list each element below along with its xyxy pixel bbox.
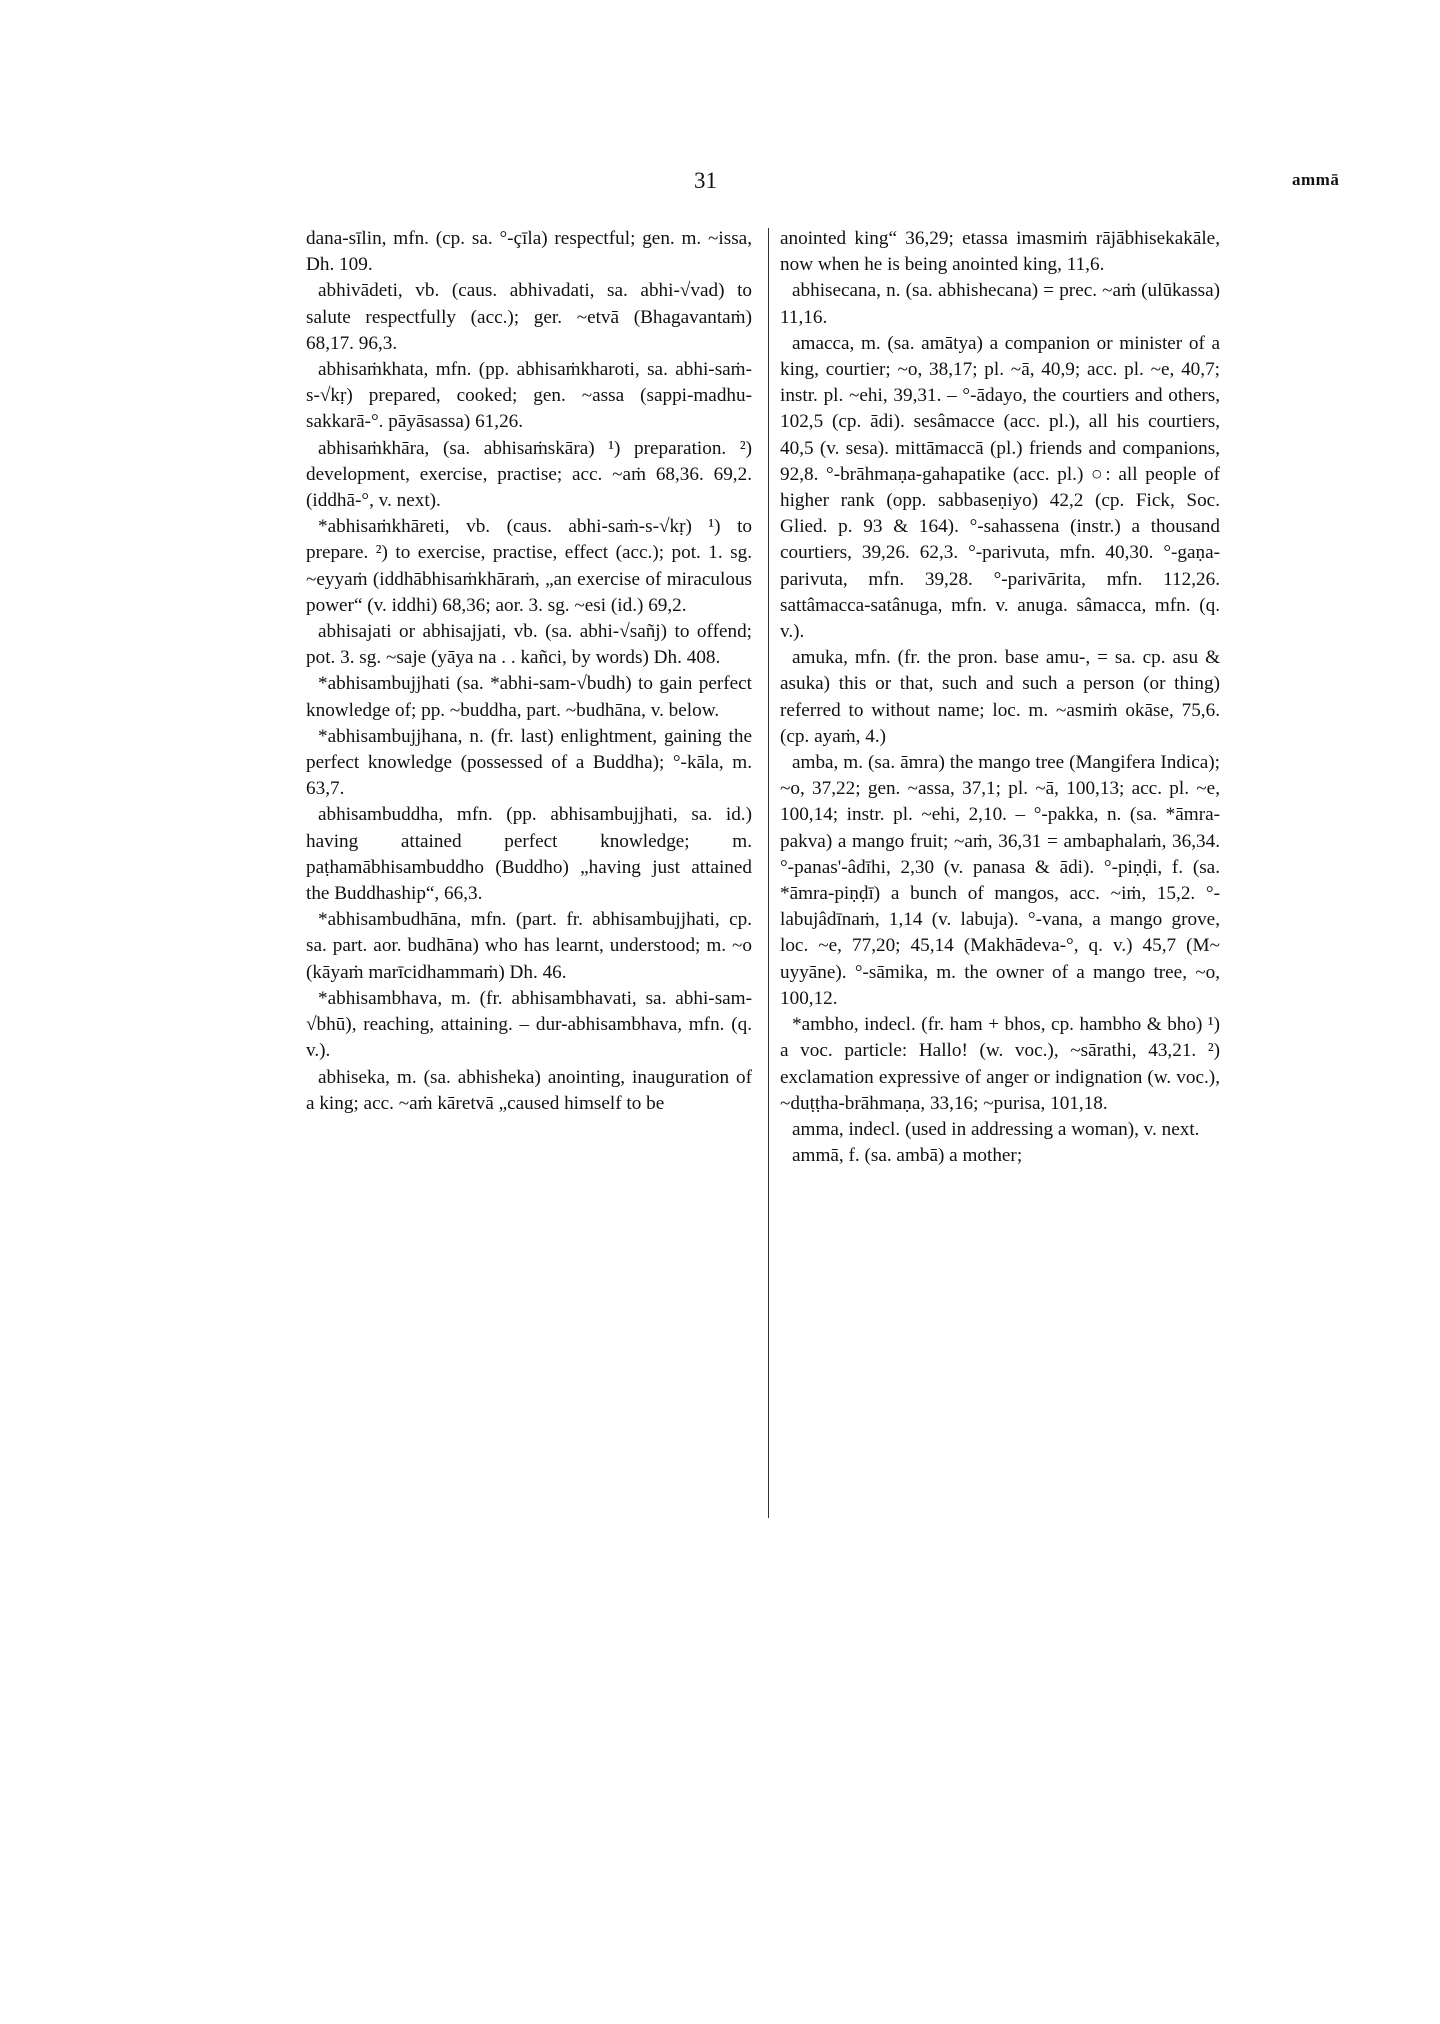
dictionary-entry: amuka, mfn. (fr. the pron. base amu-, = sa. cp. asu & asuka) this or that, such and such a person (or thing) referred to without name; loc. m. ~asmiṁ okāse, 75,6. (cp. ayaṁ, 4.) xyxy=(780,647,1220,747)
dictionary-entry: *ambho, indecl. (fr. ham + bhos, cp. hambho & bho) ¹) a voc. particle: Hallo! (w. voc.), ~sārathi, 43,21. ²) exclamation expressive of anger or indignation (w. voc.), ~duṭṭha-brāhmaṇa, 33,16; ~purisa, 101,18. xyxy=(780,1014,1220,1114)
dictionary-entry: abhiseka, m. (sa. abhisheka) anointing, inauguration of a king; acc. ~aṁ kāretvā „caused himself to be xyxy=(306,1066,752,1114)
dictionary-entry: ammā, f. (sa. ambā) a mother; xyxy=(792,1145,1023,1167)
dictionary-entry: abhisaṁkhata, mfn. (pp. abhisaṁkharoti, sa. abhi-saṁ-s-√kṛ) prepared, cooked; gen. ~assa (sappi-madhu-sakkarā-°. pāyāsassa) 61,26. xyxy=(306,359,752,433)
dictionary-entry: dana-sīlin, mfn. (cp. sa. °-çīla) respectful; gen. m. ~issa, Dh. 109. xyxy=(306,228,752,276)
left-column xyxy=(306,226,752,1117)
dictionary-entry: *abhisambudhāna, mfn. (part. fr. abhisambujjhati, cp. sa. part. aor. budhāna) who has learnt, understood; m. ~o (kāyaṁ marīcidhammaṁ) Dh. 46. xyxy=(306,909,752,983)
dictionary-entry: anointed king“ 36,29; etassa imasmiṁ rājābhisekakāle, now when he is being anointed king, 11,6. xyxy=(780,228,1220,276)
dictionary-entry: *abhisambujjhana, n. (fr. last) enlightment, gaining the perfect knowledge (possessed of a Buddha); °-kāla, m. 63,7. xyxy=(306,725,752,800)
dictionary-entry: amba, m. (sa. āmra) the mango tree (Mangifera Indica); ~o, 37,22; gen. ~assa, 37,1; pl. ~ā, 100,13; acc. pl. ~e, 100,14; instr. pl. ~ehi, 2,10. – °-pakka, n. (sa. *āmra-pakva) a mango fruit; ~aṁ, 36,31 = ambaphalaṁ, 36,34. °-panas'-âdīhi, 2,30 (v. panasa & ādi). °-piṇḍi, f. (sa. *āmra-piṇḍī) a bunch of mangos, acc. ~iṁ, 15,2. °-labujâdīnaṁ, 1,14 (v. labuja). °-vana, a mango grove, loc. ~e, 77,20; 45,14 (Makhādeva-°, q. v.) 45,7 (M~ uyyāne). °-sāmika, m. the owner of a mango tree, ~o, 100,12. xyxy=(780,752,1220,1009)
column-divider xyxy=(768,228,769,1518)
dictionary-entry: *abhisambhava, m. (fr. abhisambhavati, sa. abhi-sam-√bhū), reaching, attaining. – dur-abhisambhava, mfn. (q. v.). xyxy=(306,987,752,1062)
page-number: 31 xyxy=(694,168,717,193)
dictionary-entry: *abhisaṁkhāreti, vb. (caus. abhi-saṁ-s-√kṛ) ¹) to prepare. ²) to exercise, practise, effect (acc.); pot. 1. sg. ~eyyaṁ (iddhābhisaṁkhāraṁ, „an exercise of miraculous power“ (v. iddhi) 68,36; aor. 3. sg. ~esi (id.) 69,2. xyxy=(306,516,752,616)
dictionary-entry: abhisaṁkhāra, (sa. abhisaṁskāra) ¹) preparation. ²) development, exercise, practise; acc. ~aṁ 68,36. 69,2. (iddhā-°, v. next). xyxy=(306,437,752,512)
dictionary-entry: amma, indecl. (used in addressing a woman), v. next. xyxy=(792,1118,1200,1140)
dictionary-entry: abhisambuddha, mfn. (pp. abhisambujjhati, sa. id.) having attained perfect knowledge; m. paṭhamābhisambuddho (Buddho) „having just attained the Buddhaship“, 66,3. xyxy=(306,804,752,905)
dictionary-entry: abhivādeti, vb. (caus. abhivadati, sa. abhi-√vad) to salute respectfully (acc.); ger. ~etvā (Bhagavantaṁ) 68,17. 96,3. xyxy=(306,280,752,354)
dictionary-entry: abhisecana, n. (sa. abhishecana) = prec. ~aṁ (ulūkassa) 11,16. xyxy=(780,280,1220,328)
dictionary-entry: *abhisambujjhati (sa. *abhi-sam-√budh) to gain perfect knowledge of; pp. ~buddha, part. ~budhāna, v. below. xyxy=(306,673,752,721)
right-column xyxy=(780,226,1220,1169)
dictionary-entry: amacca, m. (sa. amātya) a companion or minister of a king, courtier; ~o, 38,17; pl. ~ā, 40,9; acc. pl. ~e, 40,7; instr. pl. ~ehi, 39,31. – °-ādayo, the courtiers and others, 102,5 (cp. ādi). sesâmacce (acc. pl.), all his courtiers, 40,5 (v. sesa). mittāmaccā (pl.) friends and companions, 92,8. °-brāhmaṇa-gahapatike (acc. pl.) ○: all people of higher rank (opp. sabbaseṇiyo) 42,2 (cp. Fick, Soc. Glied. p. 93 & 164). °-sahassena (instr.) a thousand courtiers, 39,26. 62,3. °-parivuta, mfn. 40,30. °-gaṇa-parivuta, mfn. 39,28. °-parivārita, mfn. 112,26. sattâmacca-satânuga, mfn. v. anuga. sâmacca, mfn. (q. v.). xyxy=(780,332,1220,643)
dictionary-entry: abhisajati or abhisajjati, vb. (sa. abhi-√sañj) to offend; pot. 3. sg. ~saje (yāya na . . kañci, by words) Dh. 408. xyxy=(306,621,752,669)
running-head: ammā xyxy=(1292,170,1340,189)
